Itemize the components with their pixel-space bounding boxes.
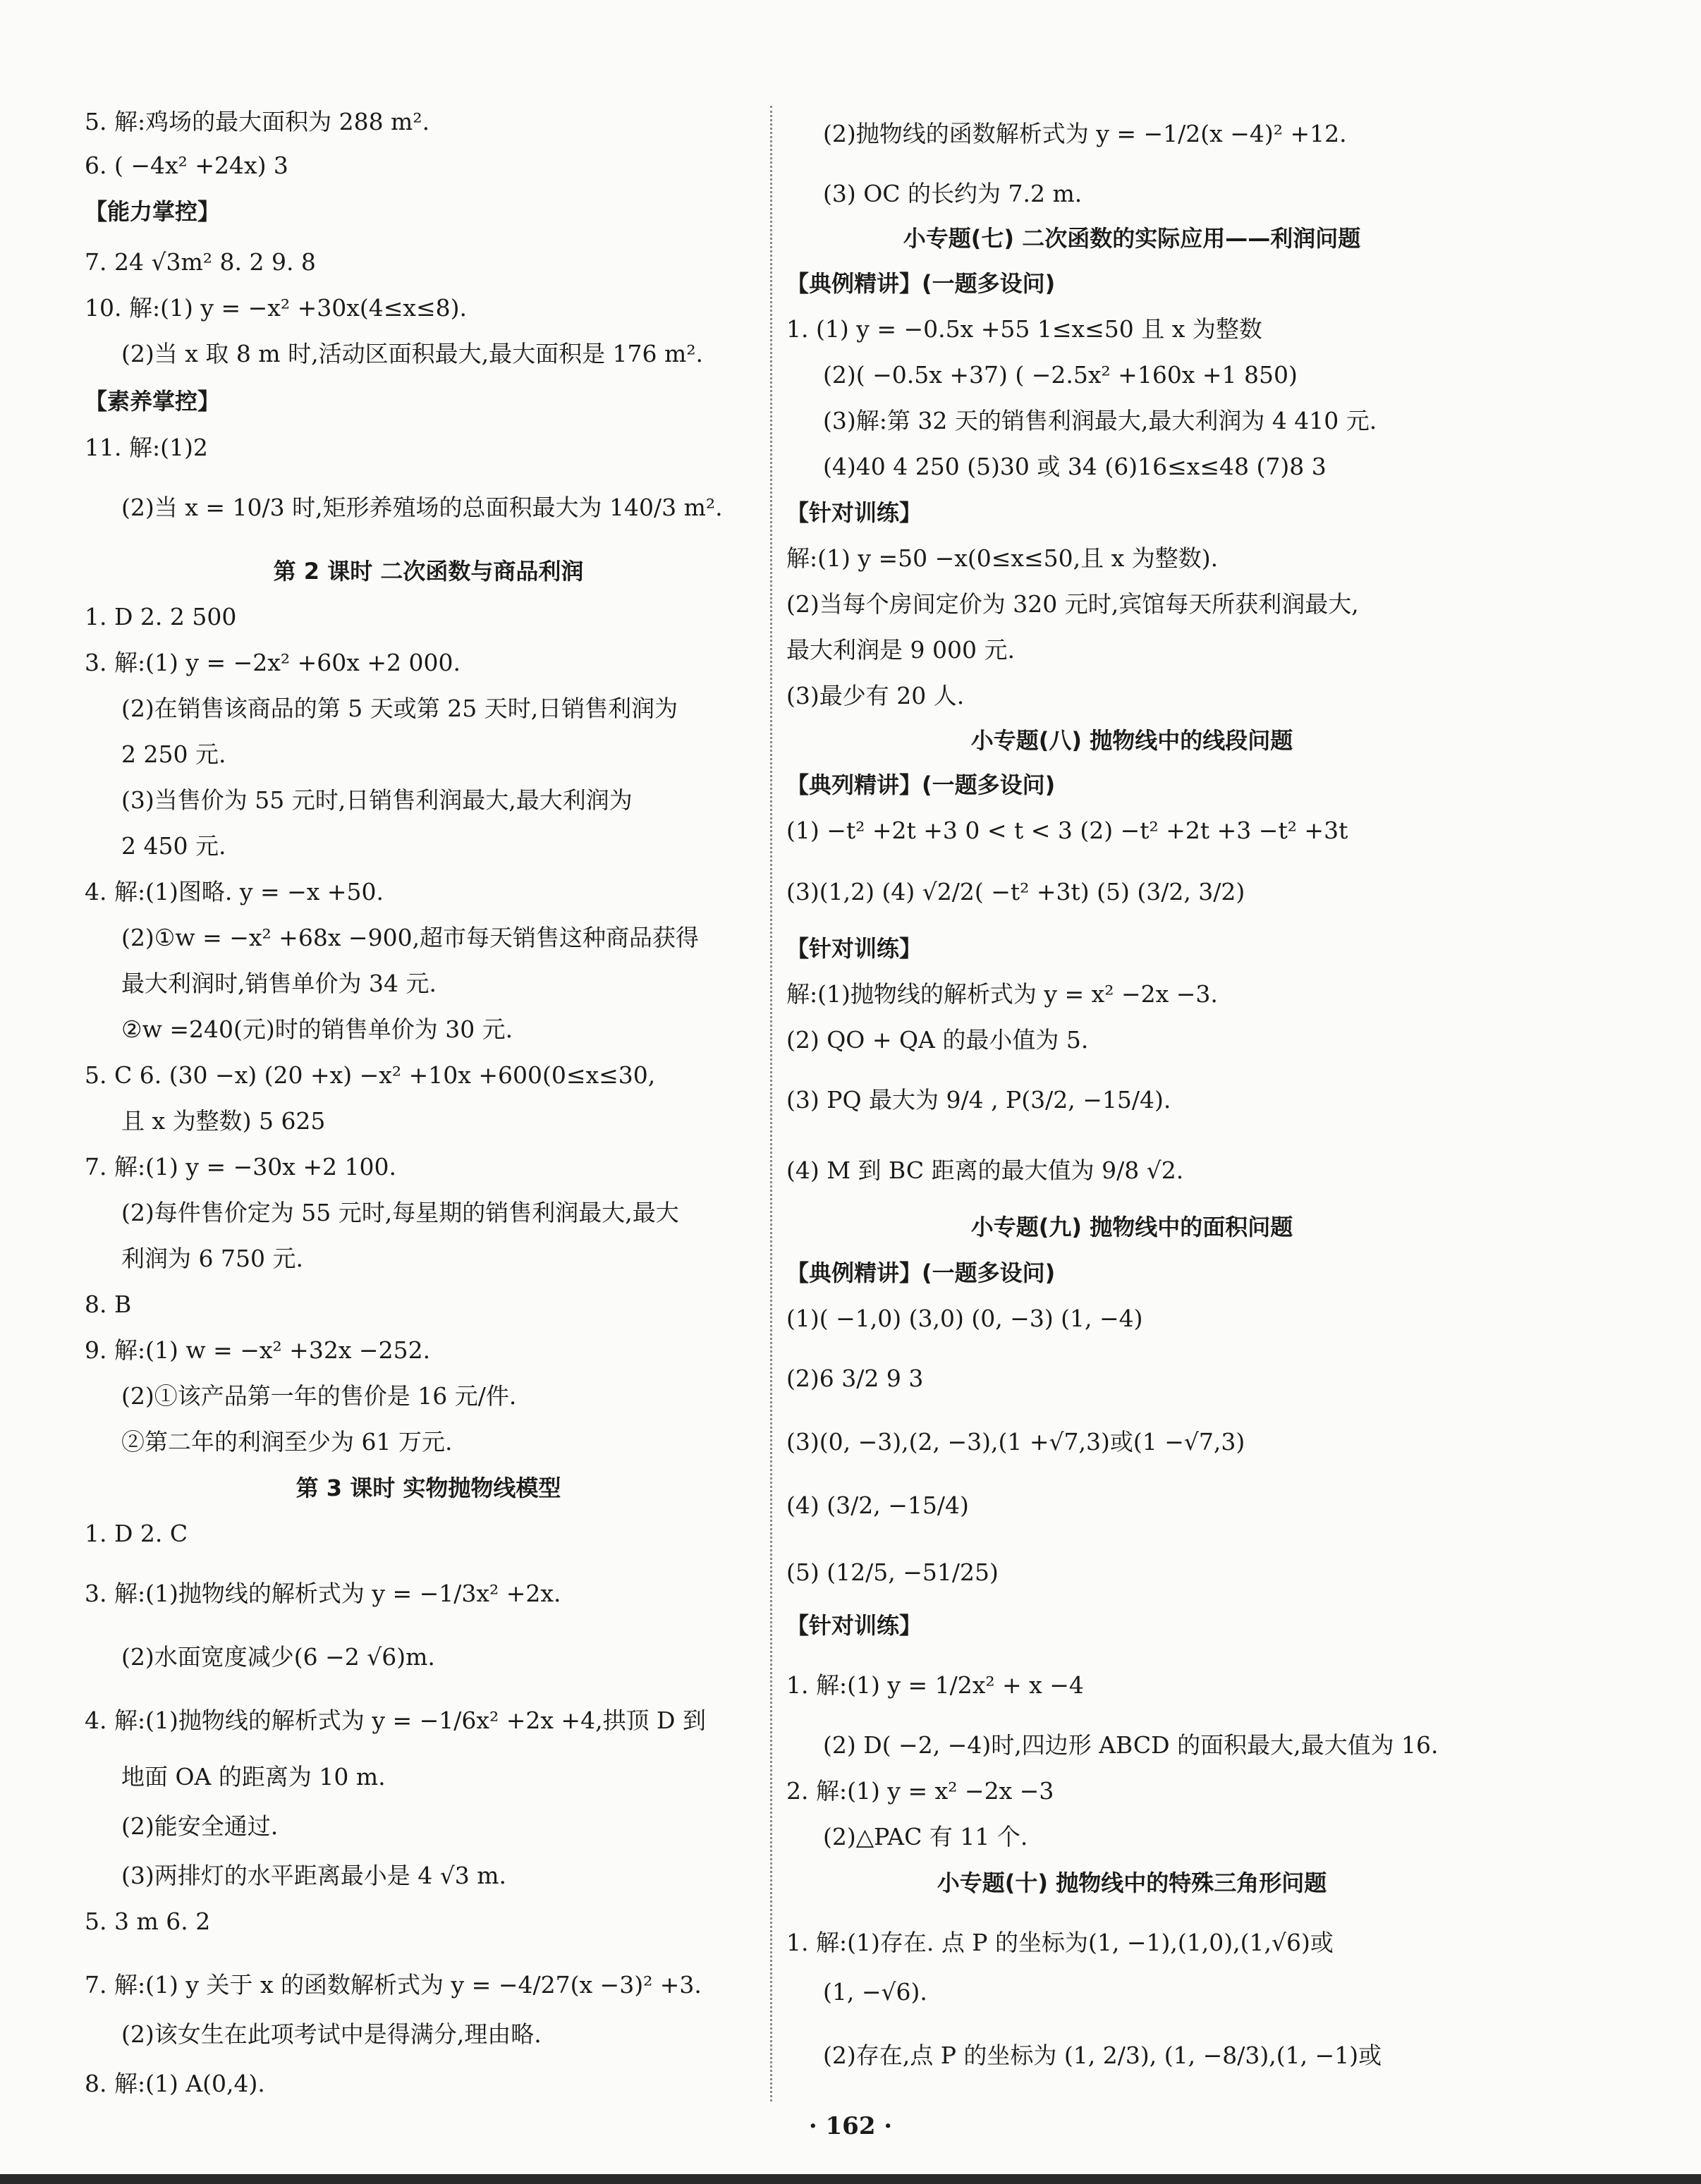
lesson-title: 第 3 课时 实物抛物线模型 [295, 1475, 561, 1501]
answer-line: 10. 解:(1) y = −x² +30x(4≤x≤8). [85, 294, 467, 322]
topic-title: 小专题(十) 抛物线中的特殊三角形问题 [937, 1869, 1327, 1896]
answer-line: (2)( −0.5x +37) ( −2.5x² +160x +1 850) [823, 361, 1298, 389]
answer-line: 3. 解:(1) y = −2x² +60x +2 000. [85, 649, 461, 676]
answer-line: (2) QO + QA 的最小值为 5. [786, 1026, 1089, 1054]
answer-line: 1. (1) y = −0.5x +55 1≤x≤50 且 x 为整数 [786, 315, 1262, 343]
answer-line: 3. 解:(1)抛物线的解析式为 y = −1/3x² +2x. [85, 1580, 561, 1607]
answer-line: (4) M 到 BC 距离的最大值为 9/8 √2. [786, 1157, 1184, 1184]
answer-line: 6. ( −4x² +24x) 3 [85, 152, 288, 179]
section-heading: 【能力掌控】 [85, 198, 221, 225]
answer-line: (4)40 4 250 (5)30 或 34 (6)16≤x≤48 (7)8 3 [823, 453, 1327, 480]
section-heading: 【典列精讲】(一题多设问) [786, 771, 1056, 798]
answer-line: 5. C 6. (30 −x) (20 +x) −x² +10x +600(0≤x≤30, [85, 1061, 656, 1089]
answer-line: 2 450 元. [121, 832, 226, 860]
answer-line: (1)( −1,0) (3,0) (0, −3) (1, −4) [786, 1305, 1143, 1332]
bottom-rule [0, 2174, 1701, 2184]
answer-line: (2)抛物线的函数解析式为 y = −1/2(x −4)² +12. [823, 120, 1347, 147]
answer-line: 最大利润时,销售单价为 34 元. [121, 970, 437, 997]
section-heading: 【针对训练】 [786, 935, 922, 962]
answer-line: 4. 解:(1)图略. y = −x +50. [85, 878, 384, 905]
answer-line: (5) (12/5, −51/25) [786, 1558, 999, 1586]
answer-line: 5. 3 m 6. 2 [85, 1908, 211, 1935]
section-heading: 【典例精讲】(一题多设问) [786, 1259, 1056, 1286]
answer-line: (2)能安全通过. [121, 1812, 279, 1840]
answer-line: (2)该女生在此项考试中是得满分,理由略. [121, 2020, 542, 2048]
answer-line: 7. 解:(1) y = −30x +2 100. [85, 1153, 396, 1181]
answer-line: 11. 解:(1)2 [85, 434, 208, 461]
answer-line: (3) OC 的长约为 7.2 m. [823, 180, 1083, 207]
page-number: · 162 · [808, 2112, 893, 2140]
answer-line: 9. 解:(1) w = −x² +32x −252. [85, 1336, 431, 1364]
answer-line: 5. 解:鸡场的最大面积为 288 m². [85, 108, 430, 135]
column-divider [770, 106, 772, 2101]
lesson-title: 第 2 课时 二次函数与商品利润 [273, 558, 584, 585]
answer-line: (3)最少有 20 人. [786, 682, 965, 709]
answer-line: 地面 OA 的距离为 10 m. [121, 1763, 386, 1790]
answer-line: (2)在销售该商品的第 5 天或第 25 天时,日销售利润为 [121, 695, 678, 722]
answer-line: ②w =240(元)时的销售单价为 30 元. [121, 1015, 513, 1043]
answer-line: 1. D 2. 2 500 [85, 603, 237, 630]
answer-line: 最大利润是 9 000 元. [786, 636, 1015, 664]
answer-line: 7. 24 √3m² 8. 2 9. 8 [85, 248, 316, 276]
answer-line: 1. D 2. C [85, 1520, 188, 1547]
answer-line: 解:(1) y =50 −x(0≤x≤50,且 x 为整数). [786, 544, 1219, 572]
answer-line: (3)解:第 32 天的销售利润最大,最大利润为 4 410 元. [823, 407, 1377, 434]
answer-line: 2. 解:(1) y = x² −2x −3 [786, 1777, 1054, 1805]
answer-line: 利润为 6 750 元. [121, 1245, 303, 1272]
answer-line: (1) −t² +2t +3 0 < t < 3 (2) −t² +2t +3 −t² +3t [786, 817, 1348, 844]
answer-line: 4. 解:(1)抛物线的解析式为 y = −1/6x² +2x +4,拱顶 D 到 [85, 1707, 707, 1734]
answer-line: (2)当 x 取 8 m 时,活动区面积最大,最大面积是 176 m². [121, 340, 704, 367]
answer-line: 2 250 元. [121, 740, 226, 768]
answer-line: 且 x 为整数) 5 625 [121, 1107, 326, 1135]
section-heading: 【典例精讲】(一题多设问) [786, 270, 1056, 297]
answer-line: (2)△PAC 有 11 个. [823, 1823, 1028, 1850]
answer-line: 7. 解:(1) y 关于 x 的函数解析式为 y = −4/27(x −3)² +3. [85, 1971, 702, 1999]
answer-line: (3)两排灯的水平距离最小是 4 √3 m. [121, 1862, 507, 1889]
answer-line: (2)存在,点 P 的坐标为 (1, 2/3), (1, −8/3),(1, −1)或 [823, 2042, 1382, 2069]
answer-line: (2)当 x = 10/3 时,矩形养殖场的总面积最大为 140/3 m². [121, 494, 723, 521]
answer-line: 解:(1)抛物线的解析式为 y = x² −2x −3. [786, 980, 1218, 1008]
section-heading: 【素养掌控】 [85, 388, 221, 415]
answer-line: 1. 解:(1) y = 1/2x² + x −4 [786, 1671, 1084, 1699]
topic-title: 小专题(七) 二次函数的实际应用——利润问题 [903, 225, 1361, 252]
answer-line: (3)(1,2) (4) √2/2( −t² +3t) (5) (3/2, 3/2) [786, 878, 1245, 905]
answer-line: (2) D( −2, −4)时,四边形 ABCD 的面积最大,最大值为 16. [823, 1731, 1439, 1759]
answer-line: (2)当每个房间定价为 320 元时,宾馆每天所获利润最大, [786, 590, 1359, 618]
answer-line: (4) (3/2, −15/4) [786, 1491, 969, 1519]
topic-title: 小专题(九) 抛物线中的面积问题 [970, 1214, 1293, 1240]
answer-line: ②第二年的利润至少为 61 万元. [121, 1428, 453, 1456]
answer-line: (3)当售价为 55 元时,日销售利润最大,最大利润为 [121, 786, 633, 814]
answer-line: (2)①w = −x² +68x −900,超市每天销售这种商品获得 [121, 924, 700, 951]
answer-line: 8. 解:(1) A(0,4). [85, 2070, 265, 2097]
section-heading: 【针对训练】 [786, 499, 922, 526]
answer-line: (2)6 3/2 9 3 [786, 1365, 924, 1392]
answer-line: 8. B [85, 1291, 132, 1318]
answer-line: (3)(0, −3),(2, −3),(1 +√7,3)或(1 −√7,3) [786, 1428, 1245, 1456]
answer-line: (3) PQ 最大为 9/4 , P(3/2, −15/4). [786, 1086, 1171, 1114]
section-heading: 【针对训练】 [786, 1612, 922, 1639]
answer-line: 1. 解:(1)存在. 点 P 的坐标为(1, −1),(1,0),(1,√6)或 [786, 1929, 1334, 1956]
answer-line: (2)水面宽度减少(6 −2 √6)m. [121, 1643, 435, 1671]
answer-line: (2)①该产品第一年的售价是 16 元/件. [121, 1382, 517, 1410]
answer-line: (1, −√6). [823, 1978, 927, 2006]
answer-line: (2)每件售价定为 55 元时,每星期的销售利润最大,最大 [121, 1199, 679, 1226]
topic-title: 小专题(八) 抛物线中的线段问题 [970, 727, 1293, 754]
